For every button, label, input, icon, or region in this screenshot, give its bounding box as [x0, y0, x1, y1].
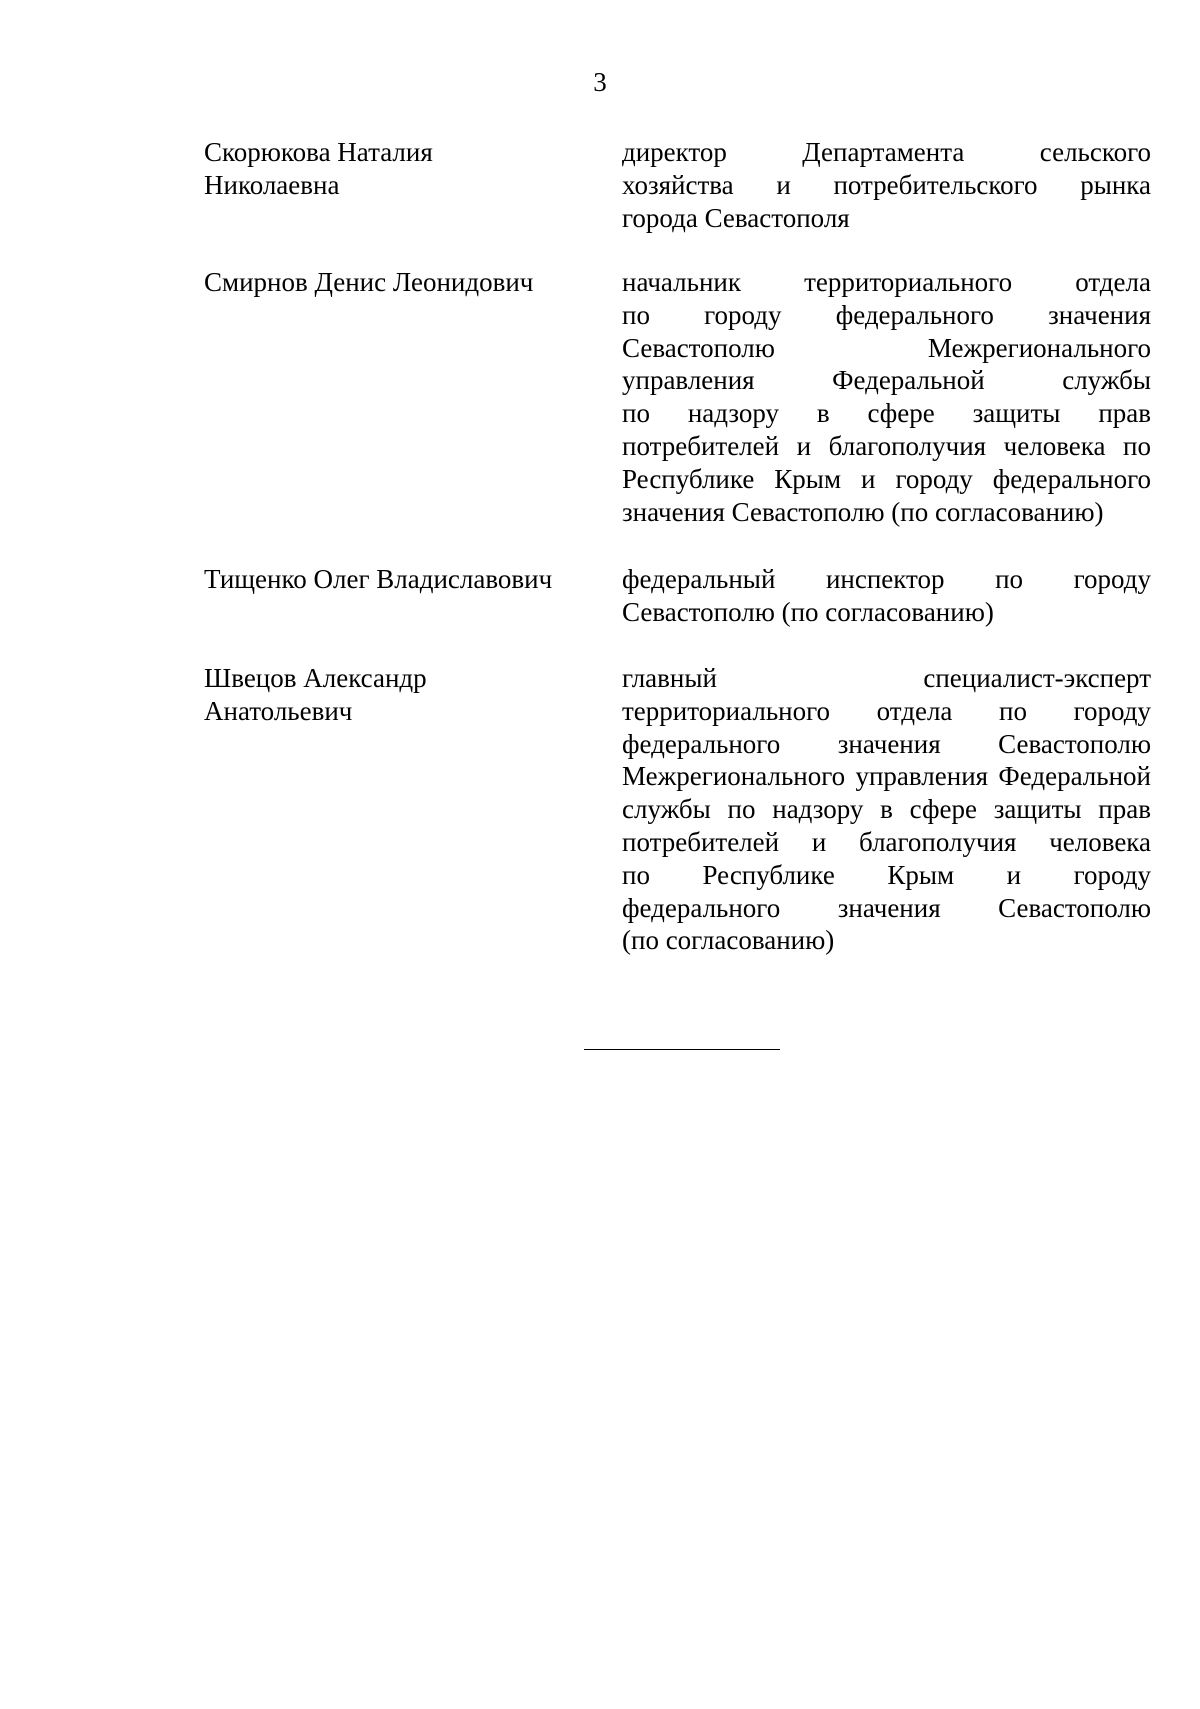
position-line: Республике Крым и городу федерального: [622, 463, 1151, 494]
position-line: федерального значения Севастополю: [622, 728, 1151, 759]
position-line: Севастополю Межрегионального: [622, 332, 1151, 363]
position-line: потребителей и благополучия человека: [622, 826, 1151, 857]
position-line: главный специалист-эксперт: [622, 663, 1151, 693]
position-line: по надзору в сфере защиты прав: [622, 398, 1151, 429]
name-line: Тищенко Олег Владиславович: [204, 564, 553, 594]
member-name: [204, 662, 604, 728]
name-line: Швецов Александр: [204, 663, 427, 693]
name-line: Николаевна: [204, 169, 340, 200]
position-line: федеральный инспектор по городу: [622, 564, 1151, 594]
position-line: начальник территориального отдела: [622, 267, 1151, 297]
position-line: территориального отдела по городу: [622, 695, 1151, 726]
member-name: [204, 563, 604, 596]
position-line: Межрегионального управления Федеральной: [622, 761, 1151, 792]
member-name: [204, 266, 604, 299]
position-line: по Республике Крым и городу: [622, 859, 1151, 890]
page-number: 3: [593, 67, 607, 97]
position-line: значения Севастополю (по согласованию): [622, 496, 1104, 527]
member-name: [204, 136, 604, 202]
position-line: директор Департамента сельского: [622, 137, 1151, 167]
position-line: хозяйства и потребительского рынка: [622, 169, 1151, 200]
position-line: потребителей и благополучия человека по: [622, 430, 1151, 461]
name-line: Смирнов Денис Леонидович: [204, 267, 534, 297]
position-line: города Севастополя: [622, 202, 850, 233]
member-position: [622, 662, 1151, 957]
name-line: Скорюкова Наталия: [204, 137, 433, 167]
member-position: [622, 266, 1151, 528]
position-line: Севастополю (по согласованию): [622, 596, 994, 627]
position-line: службы по надзору в сфере защиты прав: [622, 794, 1151, 825]
name-line: Анатольевич: [204, 695, 353, 726]
position-line: управления Федеральной службы: [622, 365, 1151, 396]
position-line: федерального значения Севастополю: [622, 892, 1151, 923]
member-position: [622, 563, 1151, 629]
member-position: [622, 136, 1151, 234]
end-divider: [584, 1049, 780, 1050]
position-line: по городу федерального значения: [622, 299, 1151, 330]
position-line: (по согласованию): [622, 925, 835, 956]
